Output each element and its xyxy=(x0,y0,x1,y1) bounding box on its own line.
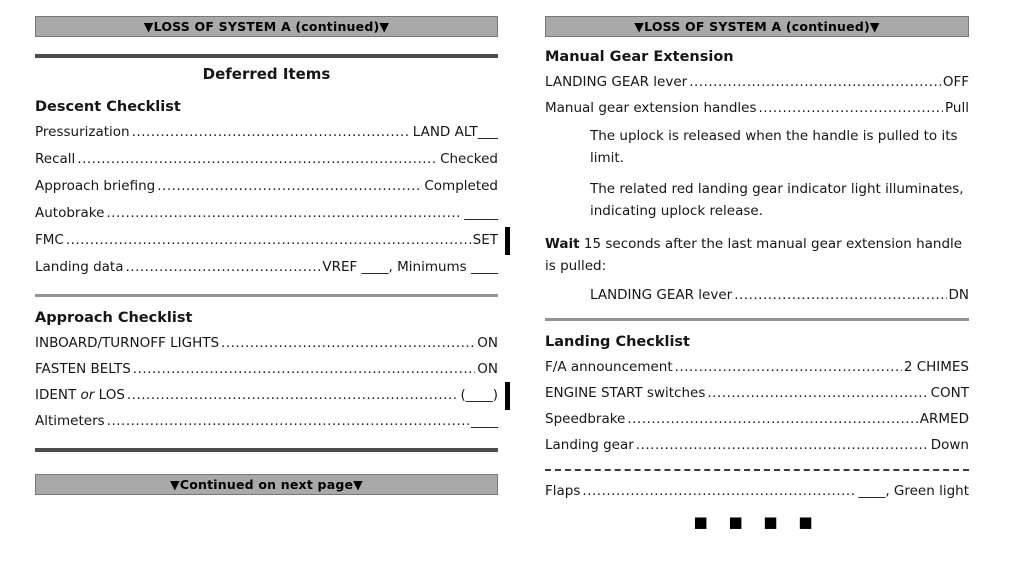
leader-dots xyxy=(132,124,411,141)
manual-gear-extension-title: Manual Gear Extension xyxy=(545,49,734,65)
checklist-row-engine-start-switches xyxy=(545,385,969,402)
continued-header-bar-left[interactable]: ▼LOSS OF SYSTEM A (continued)▼ xyxy=(35,16,498,37)
checklist-row-landing-gear xyxy=(545,437,969,454)
landing-checklist-rows xyxy=(545,359,969,454)
checklist-row-landing-data xyxy=(35,259,498,276)
item-value: ____, Green light xyxy=(858,483,969,499)
item-label: Landing gear xyxy=(545,437,634,453)
item-value: OFF xyxy=(942,74,969,90)
divider-gray xyxy=(35,294,498,297)
checklist-row-pressurization xyxy=(35,124,498,141)
item-value: VREF ____, Minimums ____ xyxy=(322,259,498,275)
item-label: Manual gear extension handles xyxy=(545,100,757,116)
note-indicator-light: The related red landing gear indicator light illuminates, indicating uplock release. xyxy=(590,181,964,219)
checklist-row-flaps xyxy=(545,483,969,500)
checklist-row-fasten-belts xyxy=(35,361,498,378)
item-label: LANDING GEAR lever xyxy=(590,287,733,303)
leader-dots xyxy=(157,178,422,195)
item-label-pre: IDENT xyxy=(35,387,81,403)
leader-dots xyxy=(107,413,469,430)
item-value: Checked xyxy=(440,151,498,167)
checklist-row-approach-briefing xyxy=(35,178,498,195)
leader-dots xyxy=(707,385,928,402)
item-value: CONT xyxy=(930,385,969,401)
checklist-row-manual-gear-handles xyxy=(545,100,969,117)
item-label: Landing data xyxy=(35,259,124,275)
leader-dots xyxy=(127,387,459,404)
checklist-row-fa-announcement xyxy=(545,359,969,376)
item-label xyxy=(35,387,125,404)
descent-checklist-rows xyxy=(35,124,498,276)
wait-keyword: Wait xyxy=(545,236,580,252)
leader-dots xyxy=(689,74,941,91)
dashed-separator xyxy=(545,469,969,471)
divider-gray xyxy=(545,318,969,321)
continued-header-bar-right[interactable]: ▼LOSS OF SYSTEM A (continued)▼ xyxy=(545,16,969,37)
end-of-checklist-marks: ■ ■ ■ ■ xyxy=(693,513,821,531)
leader-dots xyxy=(77,151,438,168)
right-column xyxy=(545,16,969,531)
item-label: Altimeters xyxy=(35,413,105,429)
item-value: ____ xyxy=(471,413,498,429)
item-label: Recall xyxy=(35,151,76,167)
continued-footer-bar[interactable]: ▼Continued on next page▼ xyxy=(35,474,498,495)
checklist-row-fmc xyxy=(35,232,498,249)
divider-thick xyxy=(35,54,498,58)
leader-dots xyxy=(66,232,471,249)
wait-paragraph xyxy=(545,234,969,277)
item-value: (____) xyxy=(460,387,498,403)
leader-dots xyxy=(675,359,902,376)
leader-dots xyxy=(126,259,321,276)
checklist-row-speedbrake xyxy=(545,411,969,428)
leader-dots xyxy=(106,205,462,222)
item-value: Pull xyxy=(945,100,969,116)
item-value: ON xyxy=(477,361,498,377)
leader-dots xyxy=(636,437,929,454)
flaps-row-container xyxy=(545,483,969,500)
item-label: Speedbrake xyxy=(545,411,626,427)
checklist-row-ident-or-los xyxy=(35,387,498,404)
checklist-row-landing-gear-lever-dn xyxy=(590,287,969,304)
item-label: Approach briefing xyxy=(35,178,156,194)
manual-gear-rows xyxy=(545,74,969,117)
item-value: Completed xyxy=(424,178,498,194)
item-value: _____ xyxy=(464,205,498,221)
approach-checklist-title: Approach Checklist xyxy=(35,310,193,326)
checklist-row-recall xyxy=(35,151,498,168)
deferred-items-title: Deferred Items xyxy=(202,65,331,83)
approach-checklist-rows xyxy=(35,335,498,430)
item-value: DN xyxy=(948,287,969,303)
note-uplock-released: The uplock is released when the handle is pulled to its limit. xyxy=(590,128,958,166)
checklist-row-altimeters xyxy=(35,413,498,430)
revision-change-bar xyxy=(505,227,510,255)
item-label: ENGINE START switches xyxy=(545,385,706,401)
item-label: Flaps xyxy=(545,483,581,499)
item-label: FASTEN BELTS xyxy=(35,361,131,377)
revision-change-bar xyxy=(505,382,510,410)
leader-dots xyxy=(221,335,475,352)
item-label-post: LOS xyxy=(94,387,125,403)
landing-checklist-title: Landing Checklist xyxy=(545,334,690,350)
item-label: LANDING GEAR lever xyxy=(545,74,688,90)
item-label: Autobrake xyxy=(35,205,105,221)
descent-checklist-title: Descent Checklist xyxy=(35,99,181,115)
checklist-row-autobrake xyxy=(35,205,498,222)
checklist-row-landing-gear-lever-off xyxy=(545,74,969,91)
leader-dots xyxy=(133,361,476,378)
leader-dots xyxy=(734,287,946,304)
leader-dots xyxy=(582,483,856,500)
item-label: Pressurization xyxy=(35,124,130,140)
manual-gear-result-rows xyxy=(545,287,969,304)
left-column xyxy=(35,16,498,495)
item-label: F/A announcement xyxy=(545,359,673,375)
item-label: INBOARD/TURNOFF LIGHTS xyxy=(35,335,220,351)
leader-dots xyxy=(627,411,917,428)
item-value: Down xyxy=(930,437,969,453)
divider-thick xyxy=(35,448,498,452)
item-value: LAND ALT___ xyxy=(412,124,498,140)
item-label: FMC xyxy=(35,232,64,248)
item-value: ON xyxy=(477,335,498,351)
item-value: ARMED xyxy=(919,411,969,427)
checklist-row-inboard-turnoff-lights xyxy=(35,335,498,352)
item-value: SET xyxy=(472,232,498,248)
wait-text: 15 seconds after the last manual gear extension handle is pulled: xyxy=(545,236,963,274)
leader-dots xyxy=(759,100,944,117)
item-value: 2 CHIMES xyxy=(903,359,969,375)
item-label-italic: or xyxy=(80,387,95,403)
